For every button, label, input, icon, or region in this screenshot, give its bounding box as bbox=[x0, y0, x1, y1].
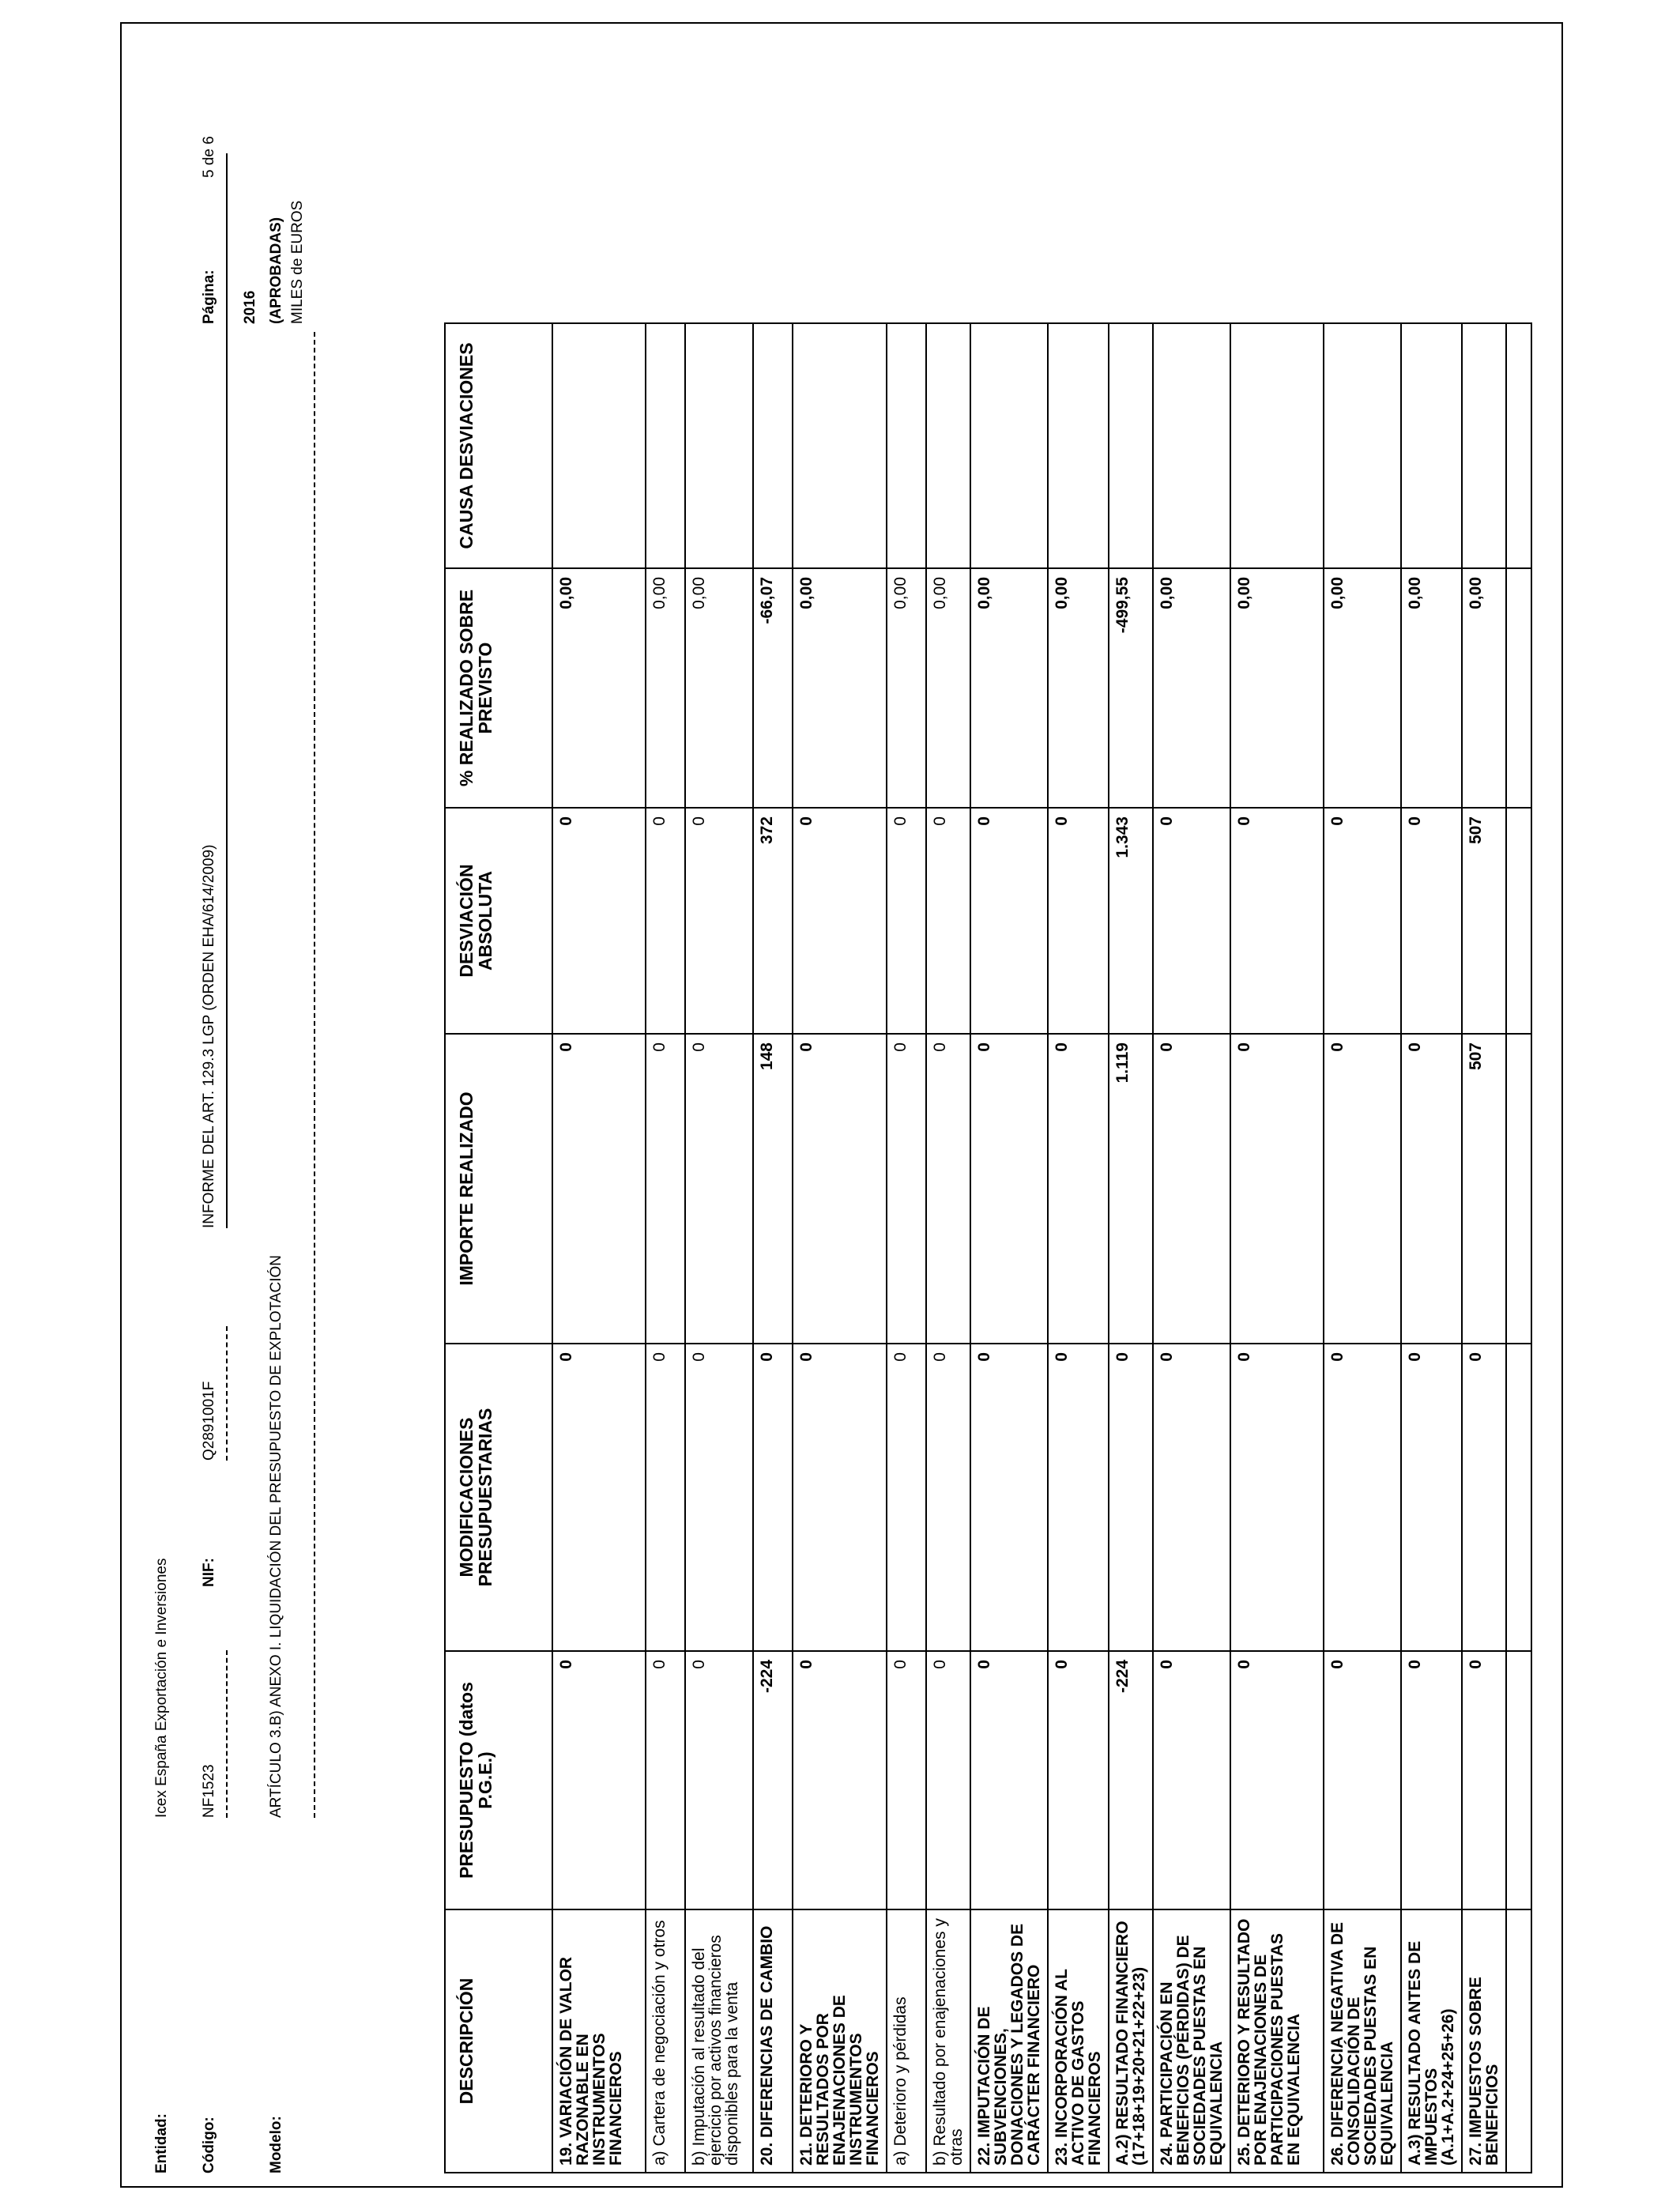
row-importe-realizado: 0 bbox=[887, 1034, 926, 1344]
row-description: 19. VARIACIÓN DE VALOR RAZONABLE EN INSTRUMENTOS FINANCIEROS bbox=[552, 1909, 646, 2173]
nif-label: NIF: bbox=[201, 1558, 217, 1587]
row-causa bbox=[1462, 323, 1506, 568]
row-modificaciones: 0 bbox=[1462, 1344, 1506, 1651]
row-description: 25. DETERIORO Y RESULTADO POR ENAJENACIONES DE PARTICIPACIONES PUESTAS EN EQUIVALENCIA bbox=[1230, 1909, 1324, 2173]
row-causa bbox=[1230, 323, 1324, 568]
row-description: 24. PARTICIPACIÓN EN BENEFICIOS (PÉRDIDAS) DE SOCIEDADES PUESTAS EN EQUIVALENCIA bbox=[1153, 1909, 1230, 2173]
row-presupuesto: 0 bbox=[552, 1651, 646, 1909]
row-description: b) Imputación al resultado del ejercicio por activos financieros disponibles para la venta bbox=[685, 1909, 753, 2173]
row-presupuesto: 0 bbox=[887, 1651, 926, 1909]
table-row bbox=[1506, 323, 1531, 2173]
approved-label: (APROBADAS) bbox=[268, 217, 284, 324]
col-header-descripcion: DESCRIPCIÓN bbox=[445, 1909, 552, 2173]
row-causa bbox=[887, 323, 926, 568]
row-porcentaje: 0,00 bbox=[1462, 568, 1506, 808]
row-desviacion-absoluta: 507 bbox=[1462, 808, 1506, 1034]
row-modificaciones: 0 bbox=[926, 1344, 970, 1651]
table-row bbox=[1153, 323, 1230, 2173]
row-desviacion-absoluta: 0 bbox=[1324, 808, 1401, 1034]
table-row bbox=[753, 323, 793, 2173]
table-body bbox=[552, 323, 1531, 2173]
row-description: A.3) RESULTADO ANTES DE IMPUESTOS (A.1+A.2+24+25+26) bbox=[1401, 1909, 1462, 2173]
row-importe-realizado bbox=[1506, 1034, 1531, 1344]
col-header-importe-realizado: IMPORTE REALIZADO bbox=[445, 1034, 552, 1344]
row-description: 22. IMPUTACIÓN DE SUBVENCIONES, DONACIONES Y LEGADOS DE CARÁCTER FINANCIERO bbox=[970, 1909, 1048, 2173]
row-importe-realizado: 0 bbox=[1324, 1034, 1401, 1344]
row-desviacion-absoluta: 0 bbox=[1401, 808, 1462, 1034]
row-porcentaje: 0,00 bbox=[793, 568, 887, 808]
col-header-causa: CAUSA DESVIACIONES bbox=[445, 323, 552, 568]
row-porcentaje: 0,00 bbox=[685, 568, 753, 808]
row-desviacion-absoluta: 0 bbox=[887, 808, 926, 1034]
budget-liquidation-table bbox=[444, 322, 1532, 2173]
row-modificaciones: 0 bbox=[552, 1344, 646, 1651]
entity-value: Icex España Exportación e Inversiones bbox=[153, 1558, 170, 1818]
row-importe-realizado: 0 bbox=[1401, 1034, 1462, 1344]
row-desviacion-absoluta: 0 bbox=[552, 808, 646, 1034]
row-importe-realizado: 0 bbox=[1048, 1034, 1109, 1344]
row-desviacion-absoluta: 0 bbox=[1048, 808, 1109, 1034]
table-row bbox=[926, 323, 970, 2173]
table-row bbox=[887, 323, 926, 2173]
row-porcentaje: 0,00 bbox=[926, 568, 970, 808]
table-row bbox=[970, 323, 1048, 2173]
report-title: INFORME DEL ART. 129.3 LGP (ORDEN EHA/614/2009) bbox=[201, 844, 217, 1228]
row-porcentaje: 0,00 bbox=[887, 568, 926, 808]
row-modificaciones: 0 bbox=[1109, 1344, 1153, 1651]
row-description: b) Resultado por enajenaciones y otras bbox=[926, 1909, 970, 2173]
row-causa bbox=[1109, 323, 1153, 568]
row-desviacion-absoluta: 0 bbox=[1230, 808, 1324, 1034]
row-presupuesto: 0 bbox=[926, 1651, 970, 1909]
col-header-desviacion-absoluta: DESVIACIÓN ABSOLUTA bbox=[445, 808, 552, 1034]
row-presupuesto: 0 bbox=[685, 1651, 753, 1909]
row-modificaciones: 0 bbox=[1048, 1344, 1109, 1651]
row-presupuesto: 0 bbox=[1048, 1651, 1109, 1909]
row-presupuesto: -224 bbox=[753, 1651, 793, 1909]
row-desviacion-absoluta: 0 bbox=[970, 808, 1048, 1034]
row-causa bbox=[793, 323, 887, 568]
row-modificaciones: 0 bbox=[1324, 1344, 1401, 1651]
col-header-modificaciones: MODIFICACIONES PRESUPUESTARIAS bbox=[445, 1344, 552, 1651]
row-causa bbox=[1506, 323, 1531, 568]
row-desviacion-absoluta bbox=[1506, 808, 1531, 1034]
row-causa bbox=[753, 323, 793, 568]
row-description: A.2) RESULTADO FINANCIERO (17+18+19+20+21+22+23) bbox=[1109, 1909, 1153, 2173]
row-porcentaje: 0,00 bbox=[646, 568, 685, 808]
row-modificaciones: 0 bbox=[1401, 1344, 1462, 1651]
row-modificaciones: 0 bbox=[970, 1344, 1048, 1651]
page-label: Página: bbox=[201, 270, 217, 324]
row-porcentaje: 0,00 bbox=[1048, 568, 1109, 808]
row-presupuesto: 0 bbox=[1324, 1651, 1401, 1909]
row-importe-realizado: 0 bbox=[926, 1034, 970, 1344]
row-presupuesto: 0 bbox=[1401, 1651, 1462, 1909]
model-value: ARTÍCULO 3.B) ANEXO I. LIQUIDACIÓN DEL PRESUPUESTO DE EXPLOTACIÓN bbox=[268, 1255, 284, 1818]
model-underline bbox=[314, 332, 315, 1818]
row-porcentaje: 0,00 bbox=[970, 568, 1048, 808]
row-causa bbox=[970, 323, 1048, 568]
row-porcentaje: 0,00 bbox=[1153, 568, 1230, 808]
row-porcentaje: 0,00 bbox=[1230, 568, 1324, 808]
row-porcentaje: 0,00 bbox=[1401, 568, 1462, 808]
row-desviacion-absoluta: 0 bbox=[646, 808, 685, 1034]
row-desviacion-absoluta: 372 bbox=[753, 808, 793, 1034]
row-description: 21. DETERIORO Y RESULTADOS POR ENAJENACIONES DE INSTRUMENTOS FINANCIEROS bbox=[793, 1909, 887, 2173]
row-causa bbox=[1401, 323, 1462, 568]
document-page bbox=[120, 22, 1563, 2188]
table-row bbox=[793, 323, 887, 2173]
row-causa bbox=[926, 323, 970, 568]
rotated-report-content bbox=[122, 24, 1565, 2189]
table-row bbox=[1324, 323, 1401, 2173]
table-row bbox=[1462, 323, 1506, 2173]
row-presupuesto bbox=[1506, 1651, 1531, 1909]
row-causa bbox=[1324, 323, 1401, 568]
row-presupuesto: 0 bbox=[970, 1651, 1048, 1909]
table-row bbox=[685, 323, 753, 2173]
col-header-porcentaje: % REALIZADO SOBRE PREVISTO bbox=[445, 568, 552, 808]
row-description: 27. IMPUESTOS SOBRE BENEFICIOS bbox=[1462, 1909, 1506, 2173]
units-label: MILES de EUROS bbox=[289, 200, 306, 324]
table-row bbox=[1230, 323, 1324, 2173]
code-underline bbox=[226, 1650, 228, 1818]
row-porcentaje bbox=[1506, 568, 1531, 808]
row-description: 20. DIFERENCIAS DE CAMBIO bbox=[753, 1909, 793, 2173]
code-label: Código: bbox=[201, 2117, 217, 2173]
row-importe-realizado: 507 bbox=[1462, 1034, 1506, 1344]
nif-value: Q2891001F bbox=[201, 1381, 217, 1461]
row-importe-realizado: 1.119 bbox=[1109, 1034, 1153, 1344]
code-value: NF1523 bbox=[201, 1764, 217, 1818]
row-porcentaje: 0,00 bbox=[1324, 568, 1401, 808]
table-row bbox=[1109, 323, 1153, 2173]
entity-label: Entidad: bbox=[153, 2113, 170, 2173]
row-modificaciones: 0 bbox=[646, 1344, 685, 1651]
row-presupuesto: 0 bbox=[646, 1651, 685, 1909]
row-modificaciones: 0 bbox=[887, 1344, 926, 1651]
row-presupuesto: 0 bbox=[1153, 1651, 1230, 1909]
year-value: 2016 bbox=[242, 290, 258, 324]
row-porcentaje: 0,00 bbox=[552, 568, 646, 808]
row-modificaciones: 0 bbox=[1230, 1344, 1324, 1651]
row-description: a) Deterioro y pérdidas bbox=[887, 1909, 926, 2173]
row-description: a) Cartera de negociación y otros bbox=[646, 1909, 685, 2173]
row-importe-realizado: 0 bbox=[1153, 1034, 1230, 1344]
table-row bbox=[552, 323, 646, 2173]
row-desviacion-absoluta: 1.343 bbox=[1109, 808, 1153, 1034]
row-causa bbox=[552, 323, 646, 568]
row-modificaciones: 0 bbox=[1153, 1344, 1230, 1651]
row-porcentaje: -66,07 bbox=[753, 568, 793, 808]
row-importe-realizado: 0 bbox=[685, 1034, 753, 1344]
row-desviacion-absoluta: 0 bbox=[793, 808, 887, 1034]
row-description: 26. DIFERENCIA NEGATIVA DE CONSOLIDACIÓN DE SOCIEDADES PUESTAS EN EQUIVALENCIA bbox=[1324, 1909, 1401, 2173]
row-desviacion-absoluta: 0 bbox=[926, 808, 970, 1034]
table-header-row bbox=[445, 323, 552, 2173]
table-row bbox=[646, 323, 685, 2173]
nif-underline bbox=[226, 1326, 228, 1461]
row-presupuesto: 0 bbox=[793, 1651, 887, 1909]
table-row bbox=[1401, 323, 1462, 2173]
table-row bbox=[1048, 323, 1109, 2173]
row-importe-realizado: 148 bbox=[753, 1034, 793, 1344]
row-desviacion-absoluta: 0 bbox=[1153, 808, 1230, 1034]
row-presupuesto: 0 bbox=[1462, 1651, 1506, 1909]
col-header-presupuesto: PRESUPUESTO (datos P.G.E.) bbox=[445, 1651, 552, 1909]
row-causa bbox=[685, 323, 753, 568]
row-causa bbox=[1048, 323, 1109, 568]
row-importe-realizado: 0 bbox=[1230, 1034, 1324, 1344]
row-modificaciones: 0 bbox=[793, 1344, 887, 1651]
row-porcentaje: -499,55 bbox=[1109, 568, 1153, 808]
row-presupuesto: 0 bbox=[1230, 1651, 1324, 1909]
row-modificaciones: 0 bbox=[685, 1344, 753, 1651]
row-modificaciones bbox=[1506, 1344, 1531, 1651]
row-importe-realizado: 0 bbox=[793, 1034, 887, 1344]
row-importe-realizado: 0 bbox=[646, 1034, 685, 1344]
page-value: 5 de 6 bbox=[201, 136, 217, 178]
row-presupuesto: -224 bbox=[1109, 1651, 1153, 1909]
row-causa bbox=[646, 323, 685, 568]
row-desviacion-absoluta: 0 bbox=[685, 808, 753, 1034]
row-modificaciones: 0 bbox=[753, 1344, 793, 1651]
row-description bbox=[1506, 1909, 1531, 2173]
row-description: 23. INCORPORACIÓN AL ACTIVO DE GASTOS FINANCIEROS bbox=[1048, 1909, 1109, 2173]
row-importe-realizado: 0 bbox=[970, 1034, 1048, 1344]
model-label: Modelo: bbox=[268, 2116, 284, 2173]
report-title-underline bbox=[226, 153, 228, 1228]
row-importe-realizado: 0 bbox=[552, 1034, 646, 1344]
row-causa bbox=[1153, 323, 1230, 568]
